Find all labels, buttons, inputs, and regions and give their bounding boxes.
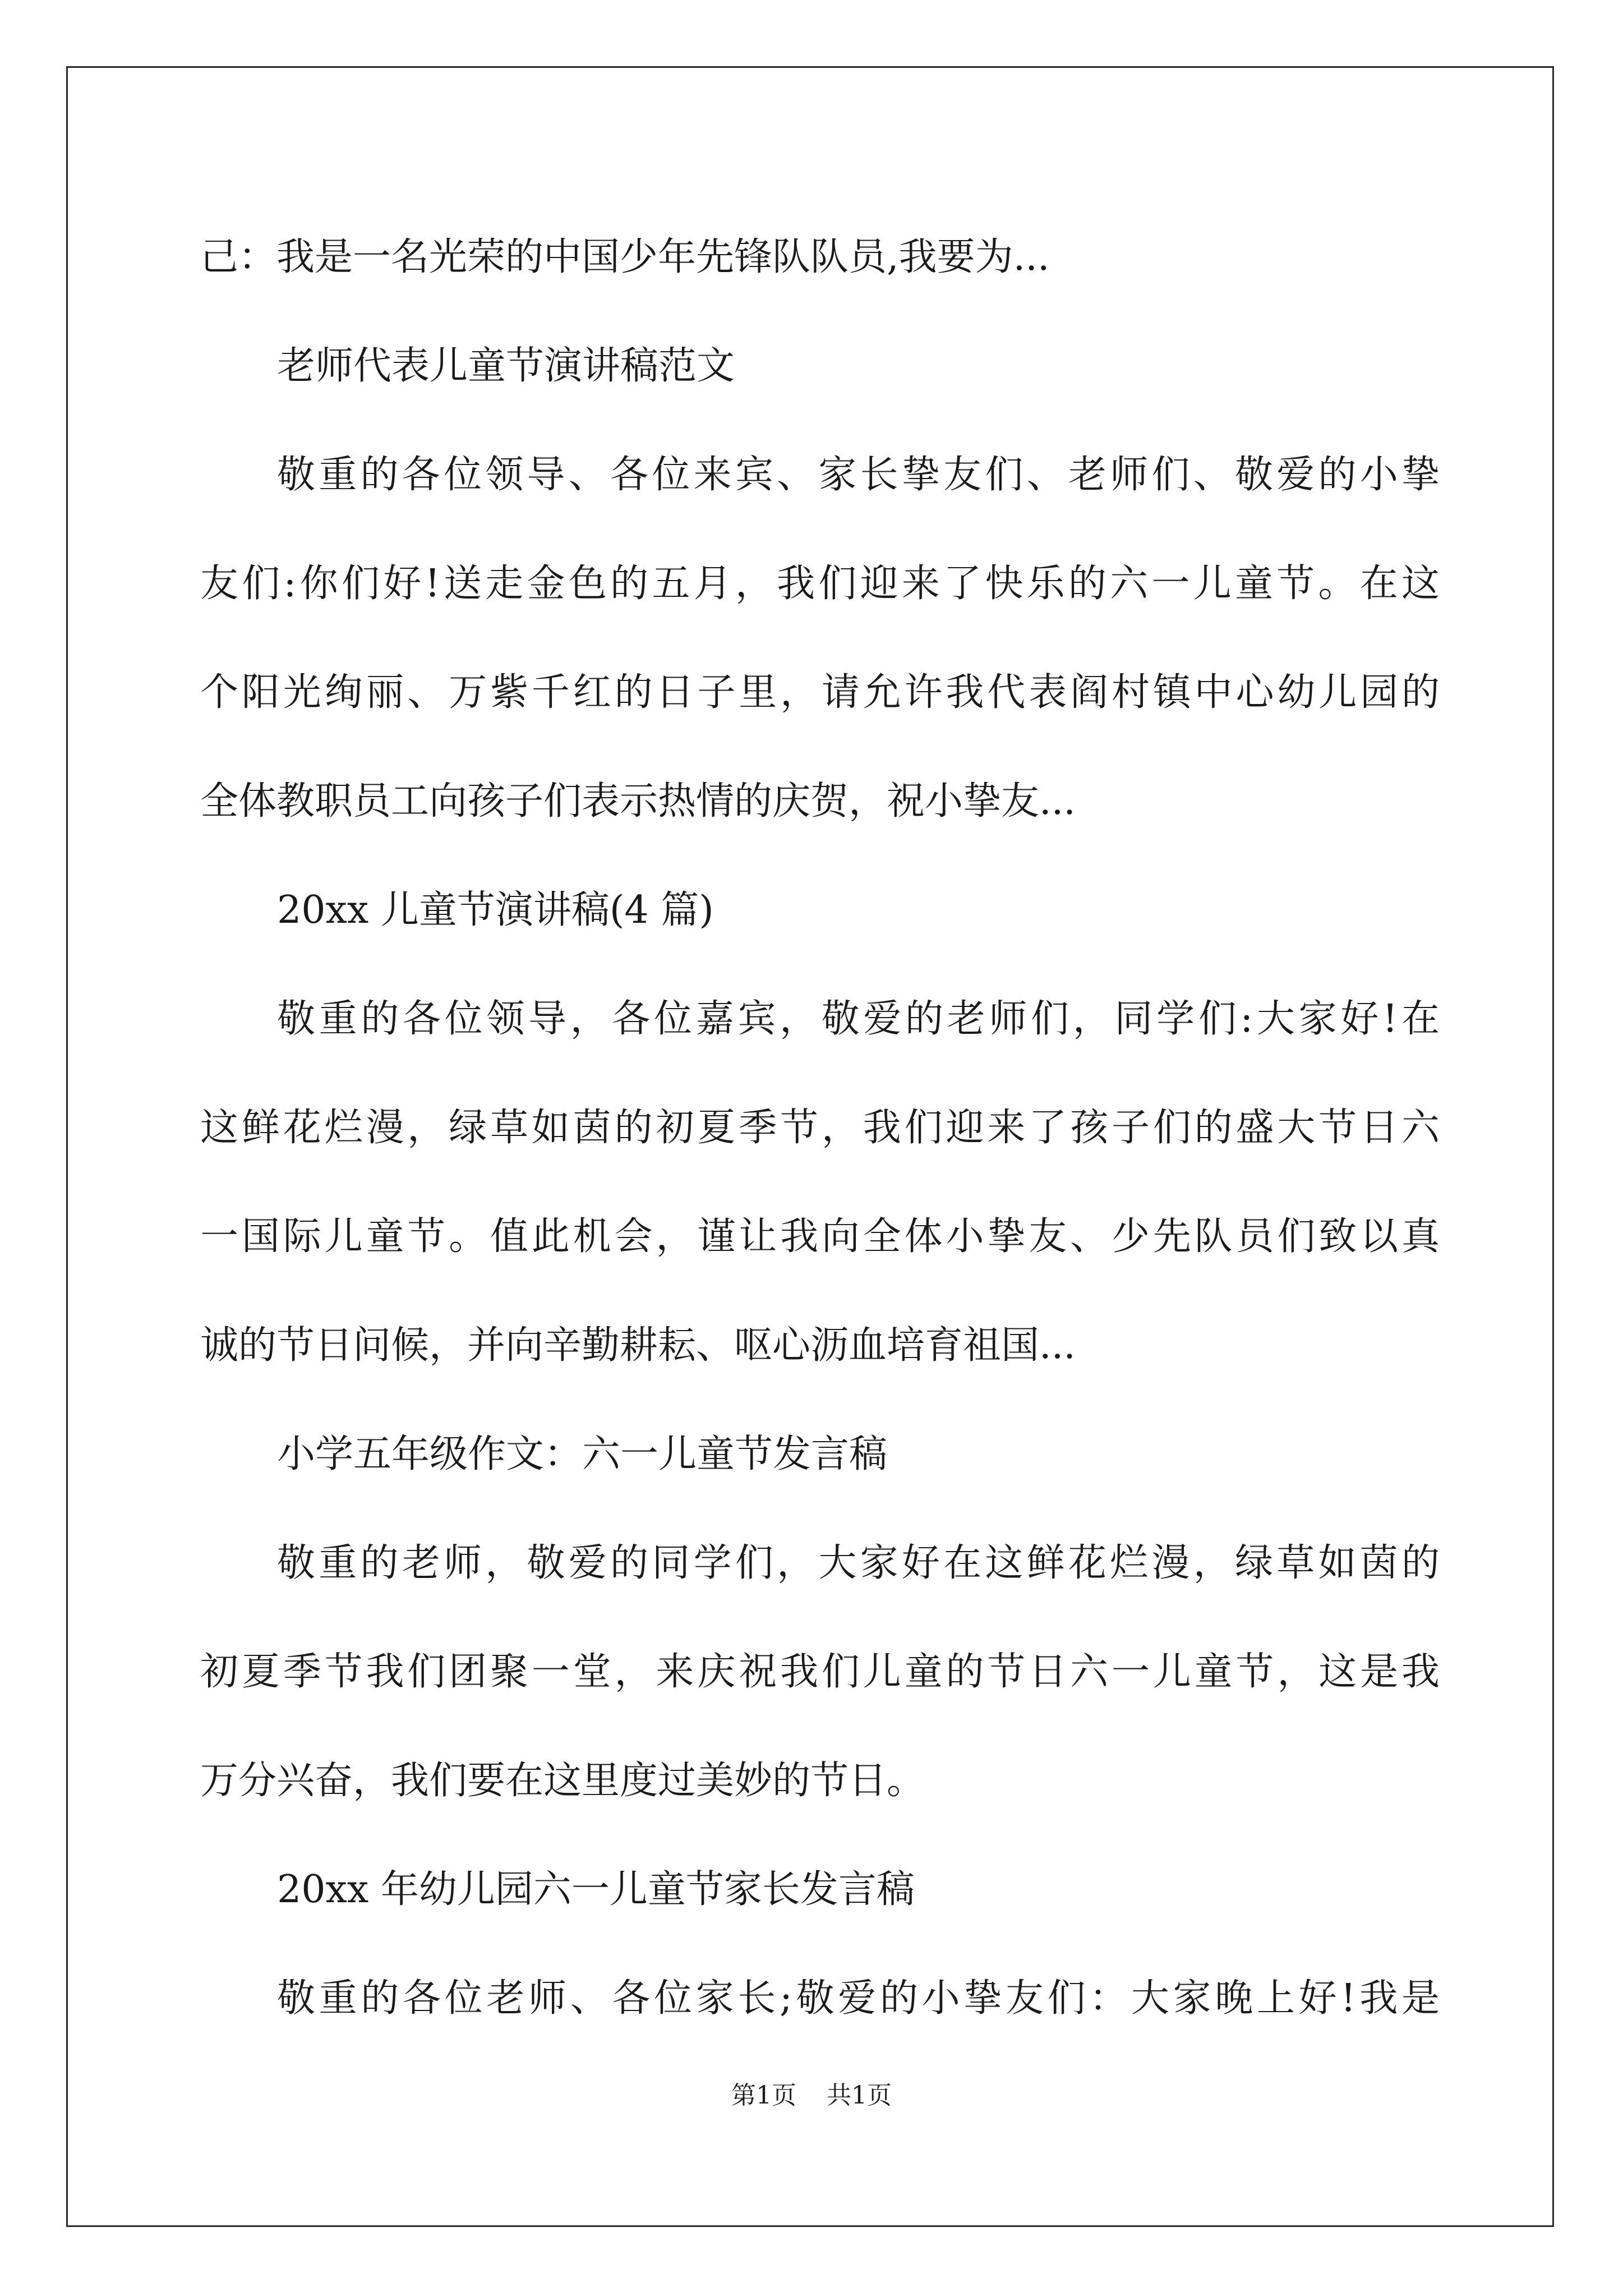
text-line: 这鲜花烂漫，绿草如茵的初夏季节，我们迎来了孩子们的盛大节日六 bbox=[200, 1106, 1440, 1150]
text-line: 20xx 儿童节演讲稿(4 篇) bbox=[277, 888, 714, 932]
page-number-current: 第1页 bbox=[731, 2081, 796, 2110]
text-line: 诚的节日问候，并向辛勤耕耘、呕心沥血培育祖国... bbox=[200, 1323, 1076, 1368]
text-line: 20xx 年幼儿园六一儿童节家长发言稿 bbox=[277, 1867, 915, 1912]
text-line: 小学五年级作文：六一儿童节发言稿 bbox=[277, 1432, 888, 1476]
text-line: 己：我是一名光荣的中国少年先锋队队员,我要为... bbox=[200, 235, 1050, 279]
text-line: 敬重的各位领导、各位来宾、家长挚友们、老师们、敬爱的小挚 bbox=[277, 453, 1440, 497]
text-line: 一国际儿童节。值此机会，谨让我向全体小挚友、少先队员们致以真 bbox=[200, 1214, 1440, 1259]
document-body bbox=[200, 203, 1440, 2053]
text-line: 初夏季节我们团聚一堂，来庆祝我们儿童的节日六一儿童节，这是我 bbox=[200, 1650, 1440, 1694]
text-line: 敬重的老师，敬爱的同学们，大家好在这鲜花烂漫，绿草如茵的 bbox=[277, 1541, 1440, 1585]
text-line: 个阳光绚丽、万紫千红的日子里，请允许我代表阎村镇中心幼儿园的 bbox=[200, 670, 1440, 715]
text-line: 老师代表儿童节演讲稿范文 bbox=[277, 344, 735, 388]
text-line: 敬重的各位领导，各位嘉宾，敬爱的老师们，同学们:大家好!在 bbox=[277, 997, 1440, 1041]
page-footer bbox=[0, 2079, 1623, 2113]
text-line: 友们:你们好!送走金色的五月，我们迎来了快乐的六一儿童节。在这 bbox=[200, 562, 1440, 606]
text-line: 全体教职员工向孩子们表示热情的庆贺，祝小挚友... bbox=[200, 779, 1076, 823]
page-number-total: 共1页 bbox=[827, 2081, 892, 2110]
text-line: 万分兴奋，我们要在这里度过美妙的节日。 bbox=[200, 1759, 925, 1803]
text-line: 敬重的各位老师、各位家长;敬爱的小挚友们：大家晚上好!我是 bbox=[277, 1976, 1440, 2021]
